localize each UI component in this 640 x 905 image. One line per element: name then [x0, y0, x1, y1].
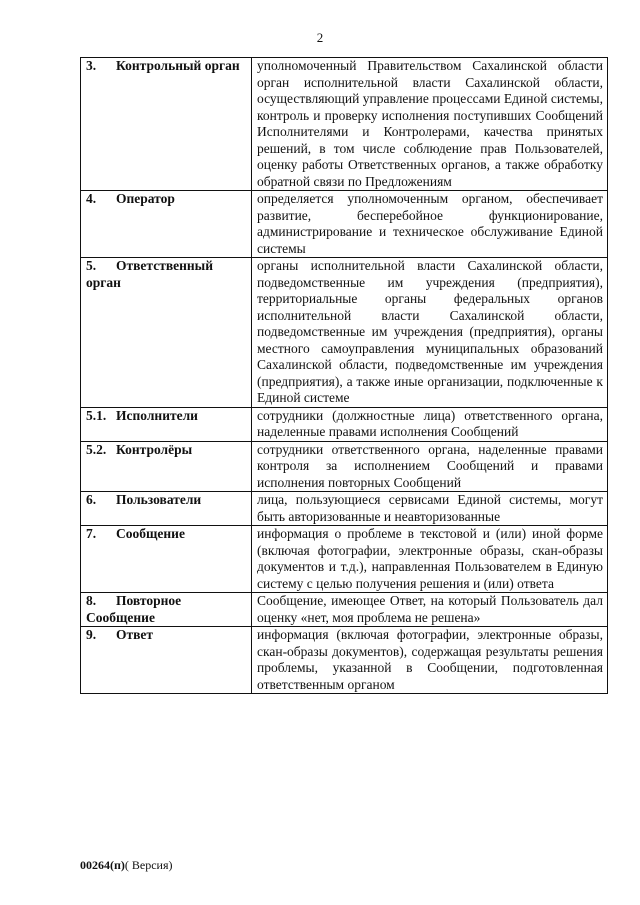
- term-cell: [81, 58, 252, 191]
- term-name: Оператор: [116, 191, 175, 206]
- term-number: 5.2.: [86, 441, 107, 457]
- definition-row: [81, 593, 608, 627]
- definition-row: [81, 58, 608, 191]
- definitions-body: [81, 58, 608, 694]
- term-cell: [81, 407, 252, 441]
- term-cell: [81, 526, 252, 593]
- term-cell: [81, 627, 252, 694]
- footer: [80, 858, 173, 873]
- term-cell: [81, 191, 252, 258]
- definition-cell: органы исполнительной власти Сахалинской области, подведомственные им учреждения (предприятия), территориальные органы федеральных органов исполнительной власти Сахалинской области, подведомственные им учреждения (предприятия), органы местного самоуправления муниципальных образований Сахалинской области, подведомственные им учреждения (предприятия), а также иные организации, подключенные к Единой системе: [252, 258, 608, 408]
- term-number: 5.1.: [86, 407, 107, 423]
- term-name: Ответ: [116, 627, 154, 642]
- term-name: Ответственный орган: [86, 258, 213, 290]
- definition-cell: сотрудники (должностные лица) ответственного органа, наделенные правами исполнения Сообщений: [252, 407, 608, 441]
- definition-cell: определяется уполномоченным органом, обеспечивает развитие, бесперебойное функционирование, администрирование и техническое обслуживание Единой системы: [252, 191, 608, 258]
- term-number: 6.: [86, 492, 97, 507]
- term-name: Контрольный орган: [116, 58, 240, 73]
- term-name: Повторное Сообщение: [86, 593, 182, 625]
- definition-row: [81, 441, 608, 492]
- term-number: 5.: [86, 258, 97, 273]
- document-code: 00264(п): [80, 858, 125, 872]
- term-name: Пользователи: [116, 492, 202, 507]
- definition-row: [81, 627, 608, 694]
- term-name: Сообщение: [116, 526, 185, 541]
- definition-row: [81, 492, 608, 526]
- term-number: 3.: [86, 58, 97, 73]
- term-cell: [81, 492, 252, 526]
- term-cell: [81, 441, 252, 492]
- definition-cell: информация о проблеме в текстовой и (или) иной форме (включая фотографии, электронные образы, скан-образы документов и т.д.), направленная Пользователем в Единую систему с целью получения решения и (или) ответа: [252, 526, 608, 593]
- term-name: Контролёры: [116, 441, 193, 457]
- definition-cell: уполномоченный Правительством Сахалинской области орган исполнительной власти Сахалинской области, осуществляющий управление процессами Единой системы, контроль и проверку исполнения поступивших Сообщений Исполнителями и Контролерами, качества принятых решений, в том числе соблюдение прав Пользователей, оценку работы Ответственных органов, а также обработку обратной связи по Предложениям: [252, 58, 608, 191]
- page-number: 2: [316, 30, 324, 45]
- term-number: 7.: [86, 526, 97, 541]
- definition-cell: лица, пользующиеся сервисами Единой системы, могут быть авторизованные и неавторизованные: [252, 492, 608, 526]
- definition-row: [81, 526, 608, 593]
- definition-cell: информация (включая фотографии, электронные образы, скан-образы документов), содержащая результаты решения проблемы, указанной в Сообщении, подготовленная ответственным органом: [252, 627, 608, 694]
- definition-cell: Сообщение, имеющее Ответ, на который Пользователь дал оценку «нет, моя проблема не решена»: [252, 593, 608, 627]
- term-cell: [81, 593, 252, 627]
- term-name: Исполнители: [116, 407, 198, 423]
- term-cell: [81, 258, 252, 408]
- term-number: 9.: [86, 627, 97, 642]
- term-number: 4.: [86, 191, 97, 206]
- definition-row: [81, 258, 608, 408]
- definitions-table: [80, 57, 608, 694]
- definition-row: [81, 191, 608, 258]
- definition-row: [81, 407, 608, 441]
- term-number: 8.: [86, 593, 97, 608]
- definition-cell: сотрудники ответственного органа, наделенные правами контроля за исполнением Сообщений и правами исполнения повторных Сообщений: [252, 441, 608, 492]
- document-version: ( Версия): [124, 858, 173, 872]
